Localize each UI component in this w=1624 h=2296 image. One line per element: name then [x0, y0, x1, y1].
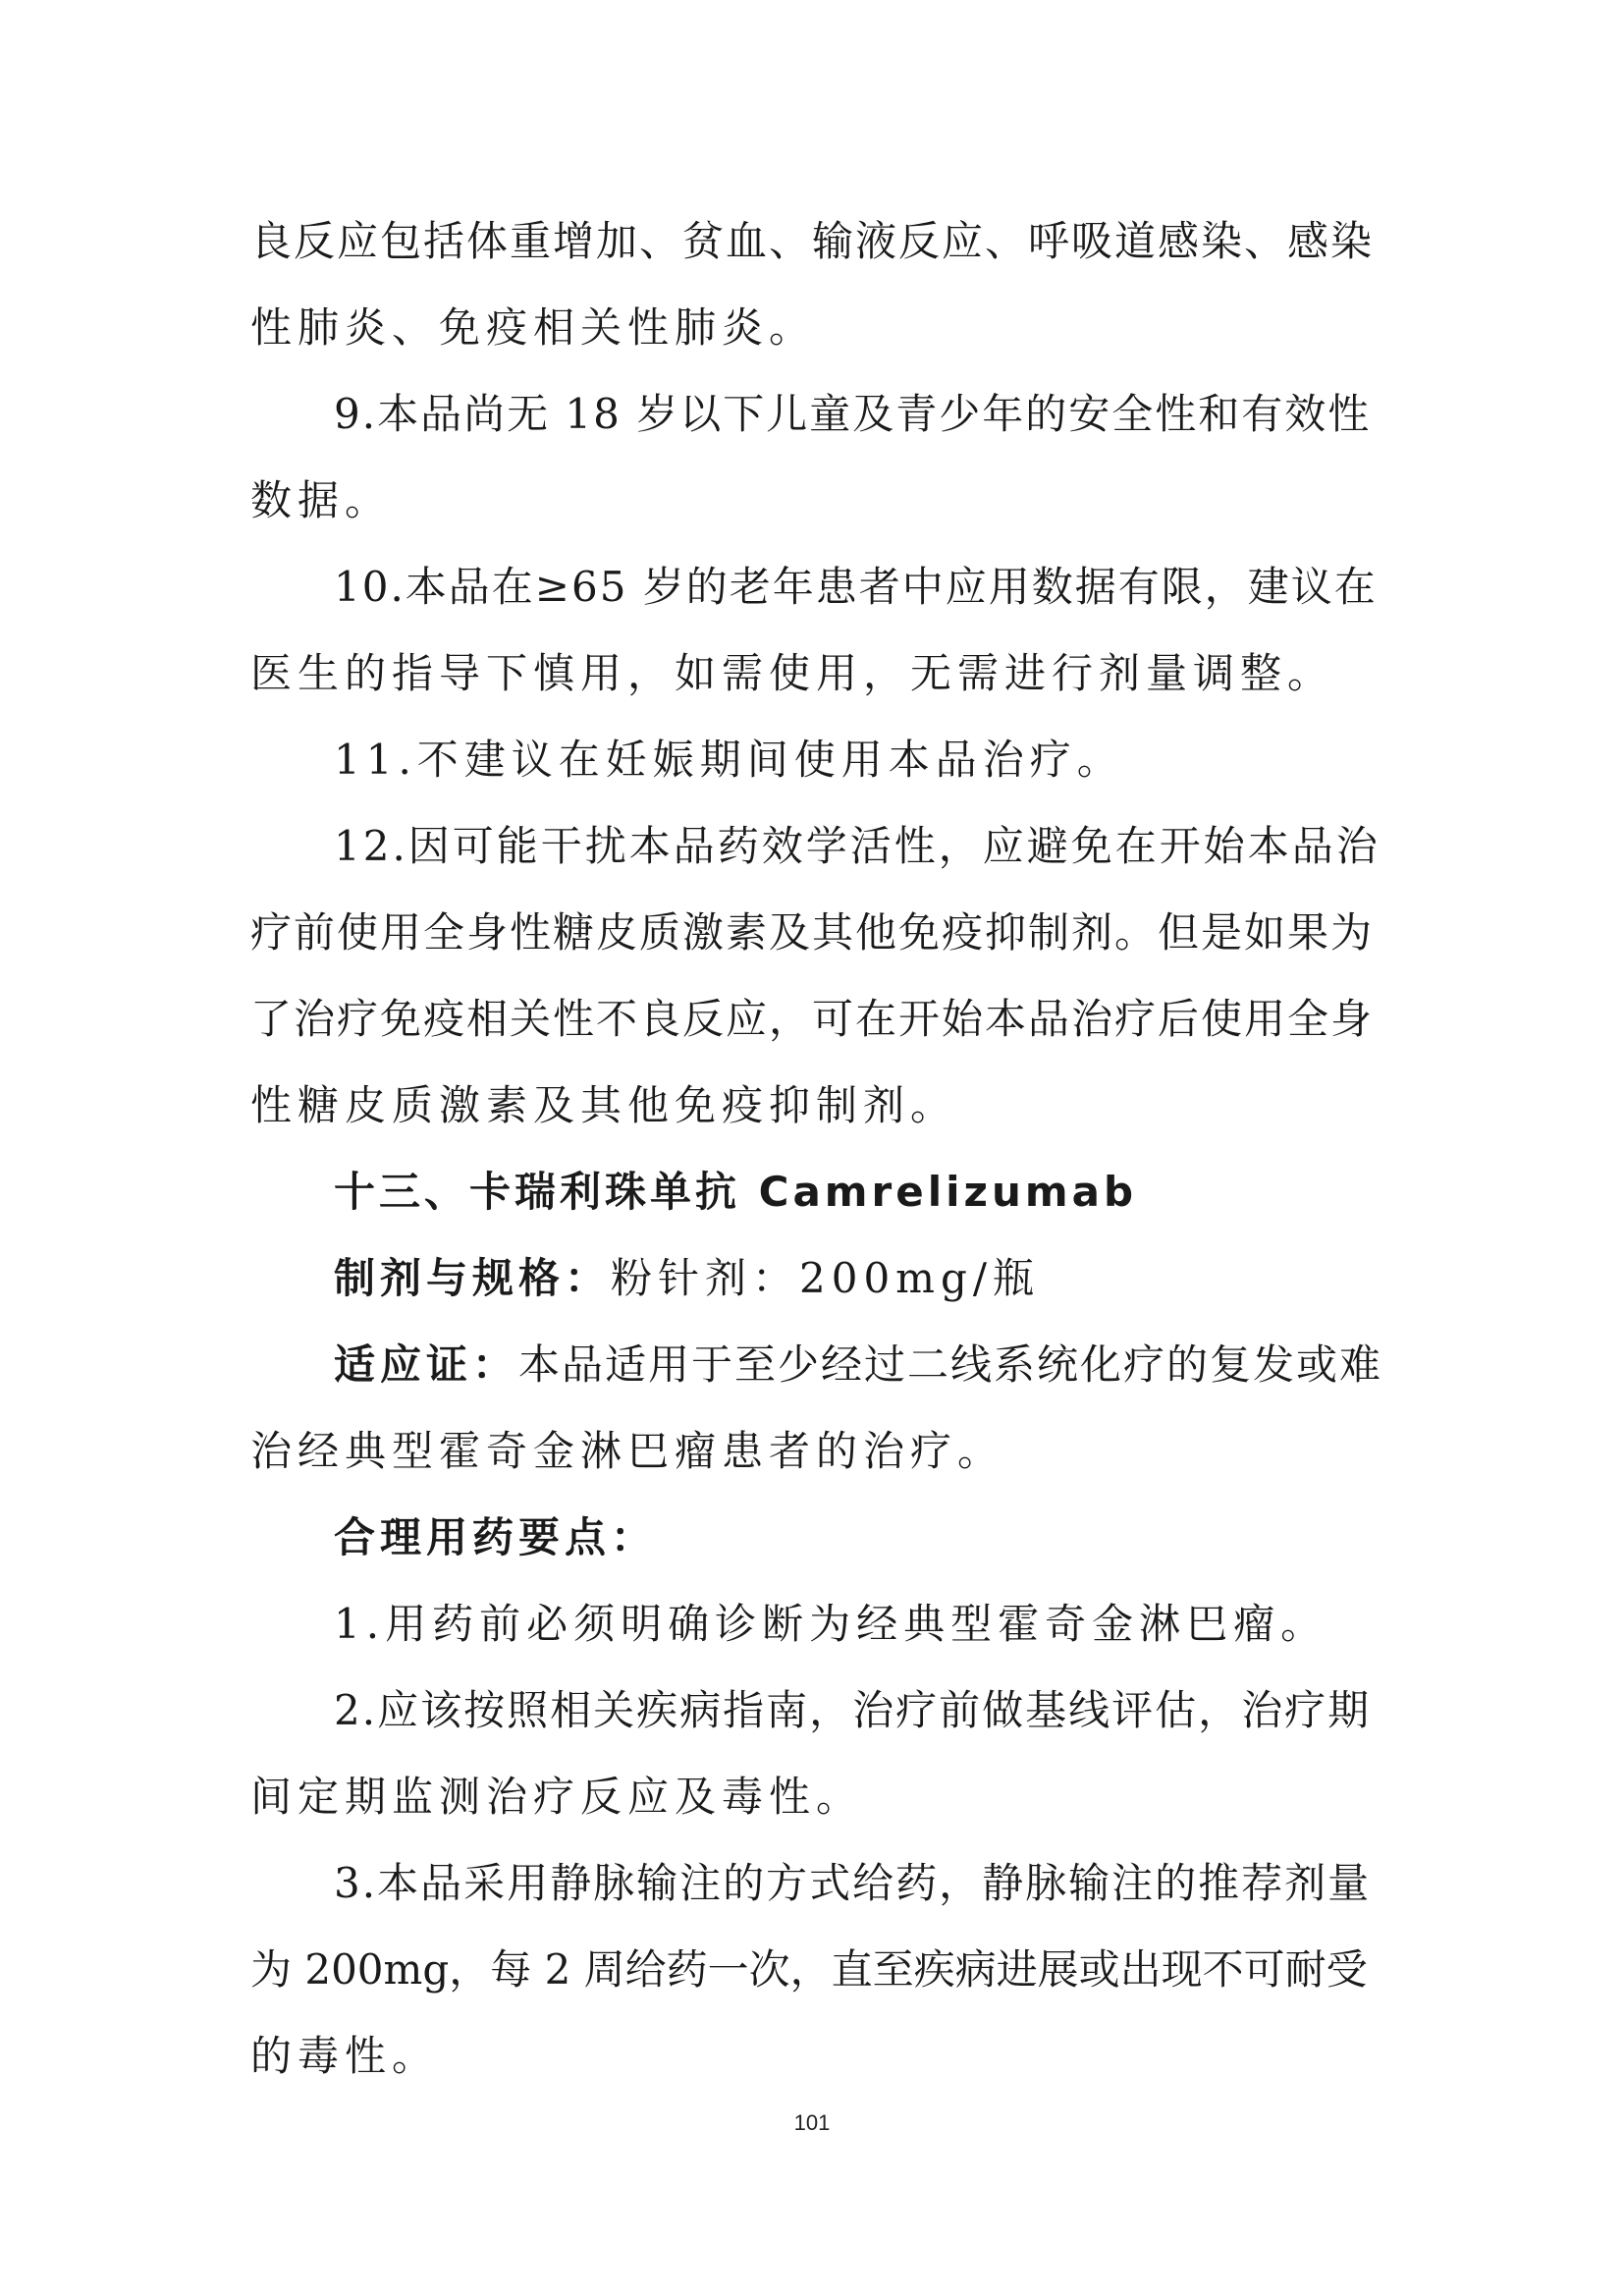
- list-item-2: 2.应该按照相关疾病指南，治疗前做基线评估，治疗期: [334, 1686, 1372, 1734]
- formulation-line: [334, 1251, 1040, 1306]
- list-item-12: 12.因可能干扰本品药效学活性，应避免在开始本品治: [334, 822, 1380, 870]
- indication-text: 本品适用于至少经过二线系统化疗的复发或难: [518, 1340, 1383, 1389]
- body-line: 疗前使用全身性糖皮质激素及其他免疫抑制剂。但是如果为: [250, 908, 1375, 957]
- body-line: 医生的指导下慎用，如需使用，无需进行剂量调整。: [250, 649, 1335, 697]
- body-line: 治经典型霍奇金淋巴瘤患者的治疗。: [250, 1427, 1005, 1475]
- body-line: 性肺炎、免疫相关性肺炎。: [250, 303, 817, 352]
- body-line: 间定期监测治疗反应及毒性。: [250, 1773, 864, 1821]
- list-item-1: 1.用药前必须明确诊断为经典型霍奇金淋巴瘤。: [334, 1600, 1328, 1648]
- indication-line: [334, 1338, 1382, 1393]
- section-heading: 十三、卡瑞利珠单抗 Camrelizumab: [334, 1168, 1138, 1216]
- list-item-10: 10.本品在≥65 岁的老年患者中应用数据有限，建议在: [334, 563, 1378, 611]
- body-line: 的毒性。: [250, 2032, 440, 2080]
- body-line: 了治疗免疫相关性不良反应，可在开始本品治疗后使用全身: [250, 995, 1375, 1043]
- list-item-3: 3.本品采用静脉输注的方式给药，静脉输注的推荐剂量: [334, 1859, 1372, 1907]
- formulation-label: 制剂与规格：: [334, 1254, 612, 1302]
- body-line: 数据。: [250, 476, 393, 524]
- indication-label: 适应证：: [334, 1340, 519, 1389]
- list-item-11: 11.不建议在妊娠期间使用本品治疗。: [334, 736, 1124, 784]
- body-line: 为 200mg，每 2 周给药一次，直至疾病进展或出现不可耐受: [250, 1945, 1368, 1994]
- body-line: 性糖皮质激素及其他免疫抑制剂。: [250, 1081, 958, 1129]
- page-number: 101: [793, 2110, 831, 2135]
- formulation-text: 粉针剂：200mg/瓶: [611, 1254, 1041, 1302]
- subsection-heading: 合理用药要点：: [334, 1513, 658, 1561]
- list-item-9: 9.本品尚无 18 岁以下儿童及青少年的安全性和有效性: [334, 390, 1372, 438]
- body-line: 良反应包括体重增加、贫血、输液反应、呼吸道感染、感染: [250, 217, 1375, 265]
